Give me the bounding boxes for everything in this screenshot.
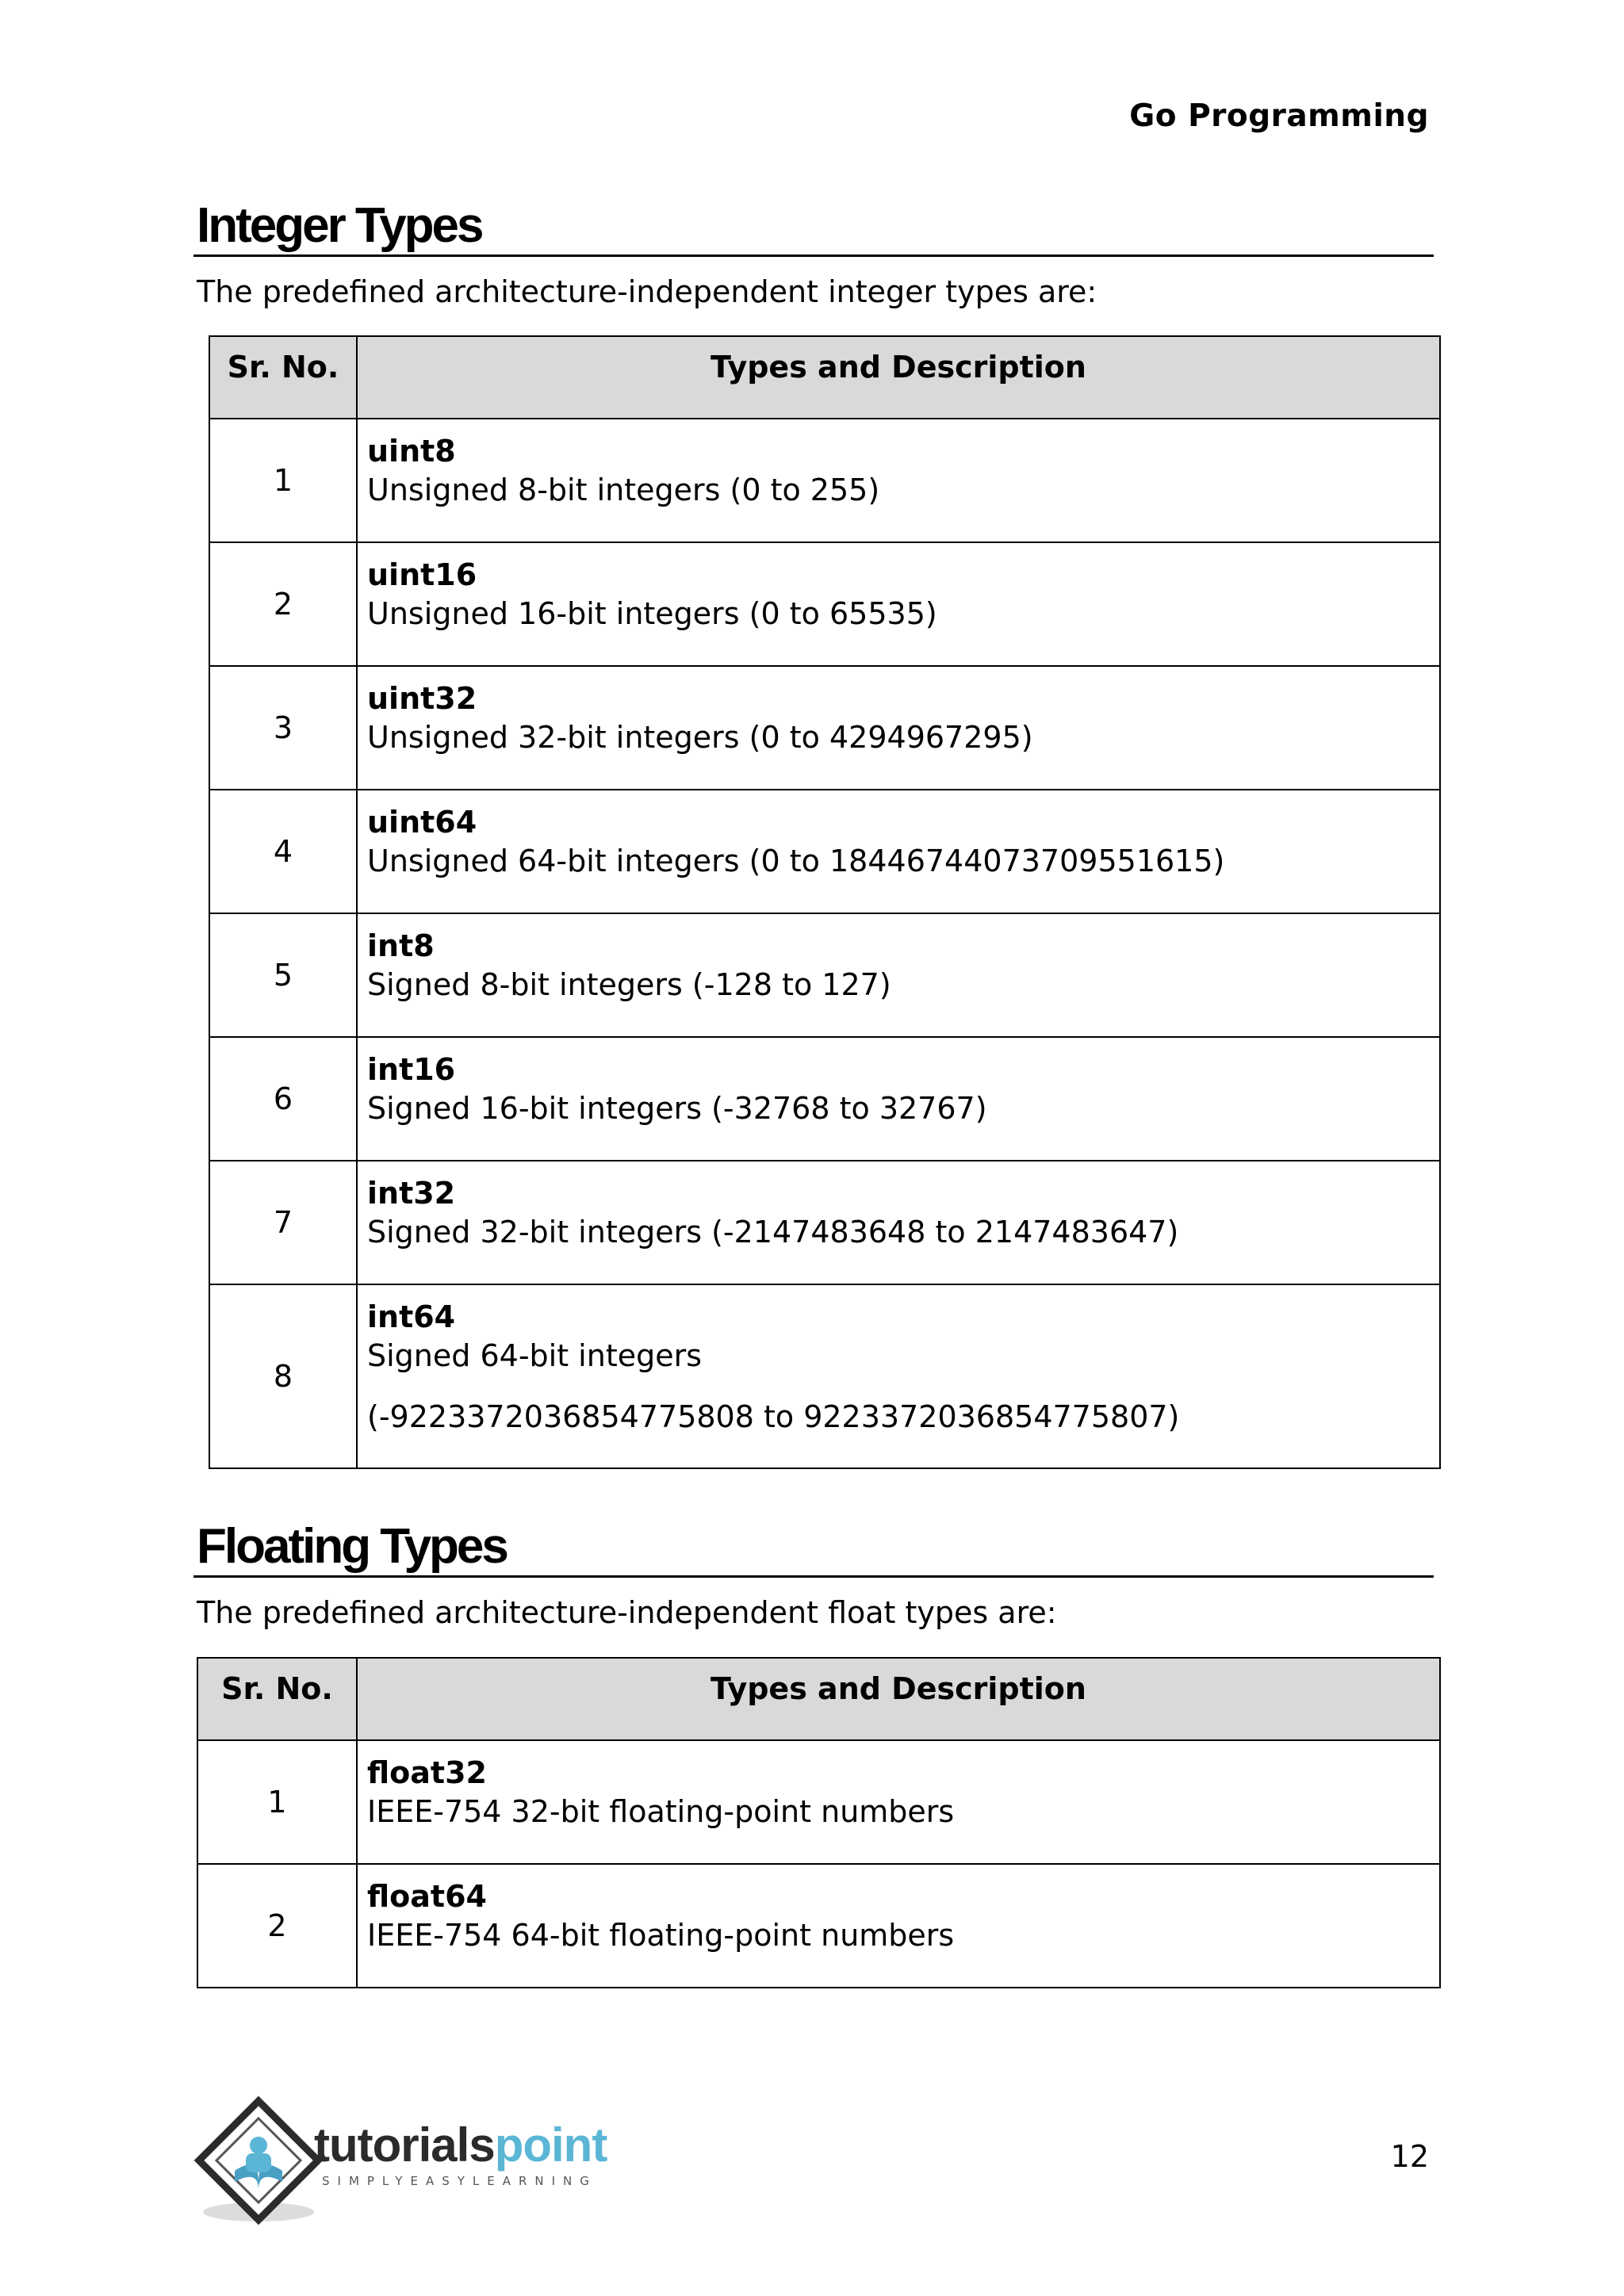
intro-integer: The predefined architecture-independent integer types are: (197, 274, 1097, 309)
type-name: int8 (367, 928, 435, 963)
row-number: 2 (197, 1864, 357, 1988)
row-description (357, 1864, 1440, 1988)
table-header-row (197, 1658, 1440, 1740)
floating-types-table (197, 1657, 1441, 1988)
row-description (357, 542, 1440, 666)
table-row (209, 666, 1440, 790)
type-description-range: (-9223372036854775808 to 9223372036854775807) (367, 1399, 1180, 1434)
type-name: int32 (367, 1176, 456, 1211)
intro-floating: The predefined architecture-independent float types are: (197, 1595, 1057, 1630)
row-description (357, 913, 1440, 1037)
type-name: uint16 (367, 557, 477, 592)
type-description: Unsigned 32-bit integers (0 to 4294967295) (367, 720, 1033, 755)
row-number: 2 (209, 542, 357, 666)
column-header-types: Types and Description (357, 336, 1440, 419)
row-description (357, 790, 1440, 913)
type-description: Signed 8-bit integers (-128 to 127) (367, 967, 891, 1002)
column-header-types: Types and Description (357, 1658, 1440, 1740)
table-row (209, 419, 1440, 542)
type-description: IEEE-754 32-bit floating-point numbers (367, 1794, 955, 1829)
type-name: uint32 (367, 681, 477, 716)
table-row (209, 1284, 1440, 1468)
table-row (209, 913, 1440, 1037)
row-number: 3 (209, 666, 357, 790)
type-name: int16 (367, 1052, 456, 1087)
row-description (357, 1037, 1440, 1161)
row-number: 8 (209, 1284, 357, 1468)
type-name: uint8 (367, 434, 456, 469)
row-description (357, 1740, 1440, 1864)
type-description: Unsigned 64-bit integers (0 to 18446744073709551615) (367, 844, 1225, 878)
row-number: 5 (209, 913, 357, 1037)
row-number: 7 (209, 1161, 357, 1284)
type-description: Unsigned 8-bit integers (0 to 255) (367, 473, 880, 507)
table-row (209, 1037, 1440, 1161)
type-description: IEEE-754 64-bit floating-point numbers (367, 1918, 955, 1953)
type-description: Signed 16-bit integers (-32768 to 32767) (367, 1091, 987, 1126)
row-number: 6 (209, 1037, 357, 1161)
table-row (197, 1740, 1440, 1864)
type-name: float64 (367, 1879, 487, 1914)
row-description (357, 1284, 1440, 1468)
section-rule-integer (193, 254, 1434, 257)
logo-wordmark: tutorialspoint (314, 2118, 607, 2172)
row-number: 1 (197, 1740, 357, 1864)
tutorialspoint-logo (193, 2093, 638, 2228)
logo-tagline: SIMPLYEASYLEARNING (322, 2174, 597, 2188)
section-rule-floating (193, 1575, 1434, 1578)
logo-diamond-icon (199, 2101, 318, 2221)
table-row (209, 790, 1440, 913)
type-name: uint64 (367, 805, 477, 840)
type-name: float32 (367, 1755, 487, 1790)
section-title-floating: Floating Types (197, 1519, 507, 1574)
row-number: 4 (209, 790, 357, 913)
type-description: Signed 32-bit integers (-2147483648 to 2147483647) (367, 1215, 1179, 1249)
row-number: 1 (209, 419, 357, 542)
type-name: int64 (367, 1299, 456, 1334)
table-row (197, 1864, 1440, 1988)
column-header-srno: Sr. No. (197, 1658, 357, 1740)
running-header: Go Programming (1129, 98, 1429, 134)
row-description (357, 419, 1440, 542)
type-description: Signed 64-bit integers (367, 1338, 703, 1373)
table-row (209, 1161, 1440, 1284)
integer-types-table (209, 335, 1441, 1469)
type-description: Unsigned 16-bit integers (0 to 65535) (367, 596, 937, 631)
column-header-srno: Sr. No. (209, 336, 357, 419)
row-description (357, 666, 1440, 790)
section-title-integer: Integer Types (197, 198, 482, 253)
row-description (357, 1161, 1440, 1284)
page-number: 12 (1390, 2139, 1429, 2174)
table-header-row (209, 336, 1440, 419)
table-row (209, 542, 1440, 666)
